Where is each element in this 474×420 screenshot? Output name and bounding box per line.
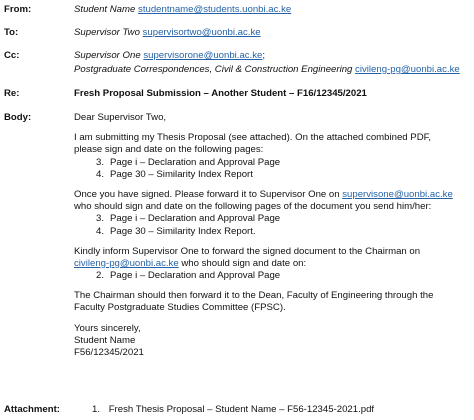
from-email-link[interactable]: studentname@students.uonbi.ac.ke <box>138 4 292 15</box>
list-text: Page i – Declaration and Approval Page <box>110 156 281 168</box>
to-value <box>74 27 261 38</box>
to-name: Supervisor Two <box>74 27 140 38</box>
supervisor-one-email-link[interactable]: supervisone@uonbi.ac.ke <box>342 188 453 200</box>
attachment-number: 1. <box>92 404 101 415</box>
from-label: From: <box>4 4 32 15</box>
list-text: Page i – Declaration and Approval Page <box>110 270 281 282</box>
closing: Yours sincerely, <box>74 322 141 334</box>
from-name: Student Name <box>74 4 136 15</box>
list-item <box>74 226 453 238</box>
list-text: Page 30 – Similarity Index Report. <box>110 225 256 237</box>
paragraph-4-line-1: The Chairman should then forward it to the Dean, Faculty of Engineering through the <box>74 290 434 302</box>
paragraph-3-line-1: Kindly inform Supervisor One to forward the signed document to the Chairman on <box>74 245 421 257</box>
list-item <box>74 169 453 181</box>
paragraph-1-line-2: please sign and date on the following pages: <box>74 144 264 156</box>
re-label: Re: <box>4 88 20 99</box>
paragraph-2-line-1 <box>74 189 453 201</box>
to-email-link[interactable]: supervisortwo@uonbi.ac.ke <box>142 27 261 38</box>
signature-name: Student Name <box>74 334 136 346</box>
signature-id: F56/12345/2021 <box>74 347 144 358</box>
list-number: 4. <box>95 225 104 237</box>
list-item <box>74 270 453 282</box>
attachment-label: Attachment: <box>4 404 60 415</box>
list-number: 4. <box>95 168 104 180</box>
to-label: To: <box>4 27 19 38</box>
list-text: Page i – Declaration and Approval Page <box>110 213 281 225</box>
paragraph-2-line-2: who should sign and date on the following pages of the document you send him/her: <box>74 201 432 213</box>
cc-line1 <box>74 50 265 61</box>
attachment-filename: Fresh Thesis Proposal – Student Name – F56-12345-2021.pdf <box>108 404 375 415</box>
message-body <box>74 112 453 359</box>
attachment-row <box>4 404 375 415</box>
paragraph-1-line-1: I am submitting my Thesis Proposal (see attached). On the attached combined PDF, <box>74 132 432 144</box>
cc-separator: ; <box>262 50 266 61</box>
attachment-item[interactable] <box>92 404 374 415</box>
cc-label: Cc: <box>4 50 20 61</box>
list-item <box>74 213 453 225</box>
greeting: Dear Supervisor Two, <box>74 112 167 123</box>
cc-name-2: Postgraduate Correspondences, Civil & Construction Engineering <box>74 64 353 75</box>
body-label: Body: <box>4 112 32 123</box>
cc-email-link-1[interactable]: supervisorone@uonbi.ac.ke <box>143 50 263 61</box>
chairman-email-link[interactable]: civileng-pg@uonbi.ac.ke <box>74 257 179 269</box>
list-number: 2. <box>95 270 104 282</box>
cc-email-link-2[interactable]: civileng-pg@uonbi.ac.ke <box>355 64 460 75</box>
subject-line: Fresh Proposal Submission – Another Student – F16/12345/2021 <box>74 88 367 99</box>
list-number: 3. <box>95 156 104 168</box>
list-item <box>74 157 453 169</box>
paragraph-2-text: Once you have signed. Please forward it to Supervisor One on <box>74 188 343 200</box>
from-value <box>74 4 291 15</box>
paragraph-3-line-2 <box>74 258 453 270</box>
cc-name-1: Supervisor One <box>74 50 141 61</box>
cc-line2 <box>74 64 460 75</box>
paragraph-3-text: who should sign and date on: <box>178 257 307 269</box>
list-text: Page 30 – Similarity Index Report <box>110 168 253 180</box>
paragraph-4-line-2: Faculty Postgraduate Studies Committee (FPSC). <box>74 302 286 314</box>
list-number: 3. <box>95 213 104 225</box>
